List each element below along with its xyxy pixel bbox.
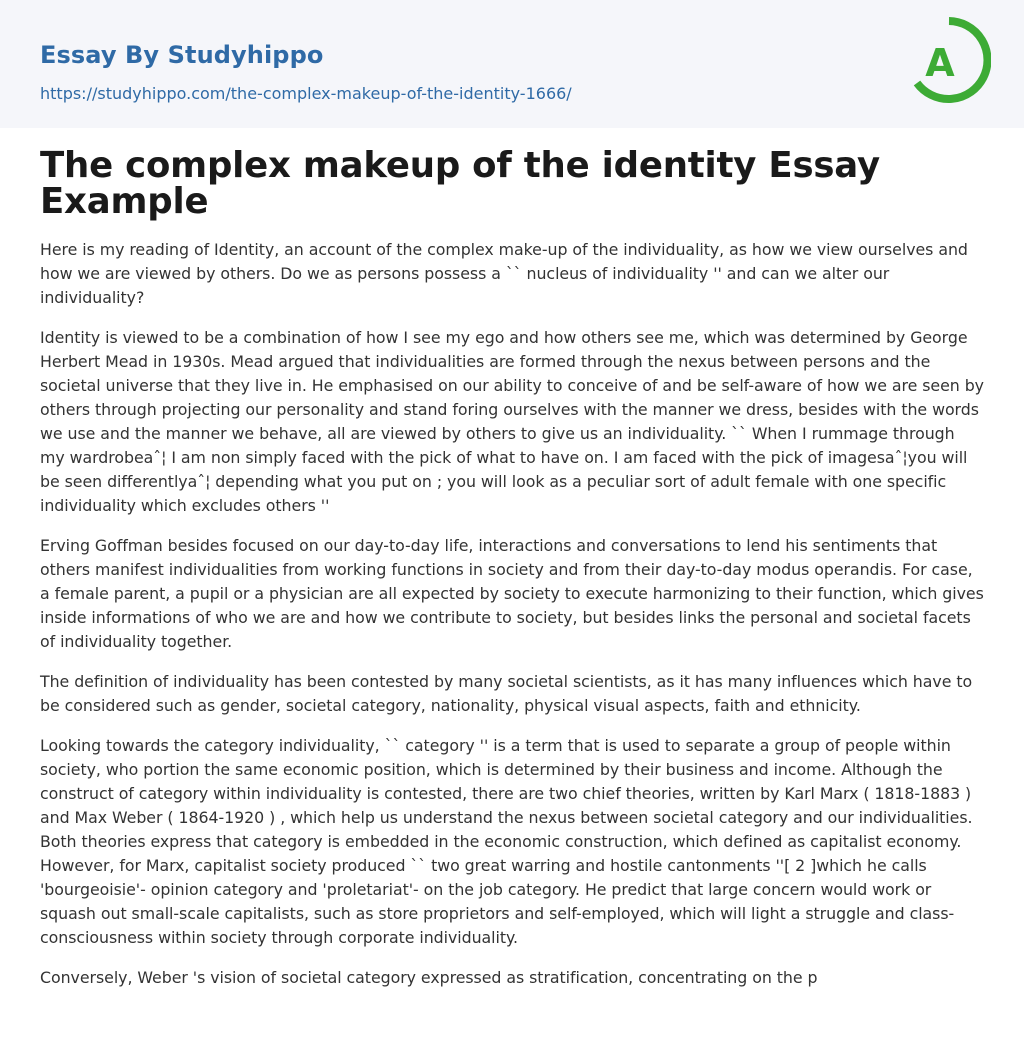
essay-paragraph: Conversely, Weber 's vision of societal category expressed as stratification, concentrating on the p <box>40 968 818 987</box>
brand-title[interactable]: Essay By Studyhippo <box>40 41 324 69</box>
site-header <box>0 0 1024 128</box>
essay-paragraph: The definition of individuality has been contested by many societal scientists, as it has many influences which have to be considered such as gender, societal category, nationality, physical visual aspects, faith and ethnicity. <box>40 672 973 715</box>
essay-title: The complex makeup of the identity Essay Example <box>40 145 880 222</box>
essay-paragraph: Erving Goffman besides focused on our day-to-day life, interactions and conversations to lend his sentiments that others manifest individualities from working functions in society and from their day-to-day modus operandis. For case, a female parent, a pupil or a physician are all expected by society to execute harmonizing to their function, which gives inside informations of who we are and how we contribute to society, but besides links the personal and societal facets of individuality together. <box>40 536 984 651</box>
essay-paragraph: Here is my reading of Identity, an account of the complex make-up of the individuality, as how we view ourselves and how we are viewed by others. Do we as persons possess a `` nucleus of individuality '' and can we alter our individuality? <box>40 240 968 307</box>
essay-paragraph: Identity is viewed to be a combination of how I see my ego and how others see me, which was determined by George Herbert Mead in 1930s. Mead argued that individualities are formed through the nexus between persons and the societal universe that they live in. He emphasised on our ability to conceive of and be self-aware of how we are seen by others through projecting our personality and stand foring ourselves with the manner we dress, besides with the words we use and the manner we behave, all are viewed by others to give us an individuality. `` When I rummage through my wardrobeaˆ¦ I am non simply faced with the pick of what to have on. I am faced with the pick of imagesaˆ¦you will be seen differentlyaˆ¦ depending what you put on ; you will look as a peculiar sort of adult female with one specific individuality which excludes others '' <box>40 328 984 515</box>
studyhippo-logo-icon[interactable] <box>903 16 991 108</box>
essay-paragraph: Looking towards the category individuality, `` category '' is a term that is used to separate a group of people within society, who portion the same economic position, which is determined by their business and income. Although the construct of category within individuality is contested, there are two chief theories, written by Karl Marx ( 1818-1883 ) and Max Weber ( 1864-1920 ) , which help us understand the nexus between societal category and our individualities. Both theories express that category is embedded in the economic construction, which defined as capitalist economy. However, for Marx, capitalist society produced `` two great warring and hostile cantonments ''[ 2 ]which he calls 'bourgeoisie'- opinion category and 'proletariat'- on the job category. He predict that large concern would work or squash out small-scale capitalists, such as store proprietors and self-employed, which will light a struggle and class-consciousness within society through corporate individuality. <box>40 736 973 947</box>
logo-letter: A <box>925 41 955 85</box>
essay-url-link[interactable]: https://studyhippo.com/the-complex-makeup-of-the-identity-1666/ <box>40 84 572 103</box>
essay-content <box>40 145 984 1006</box>
